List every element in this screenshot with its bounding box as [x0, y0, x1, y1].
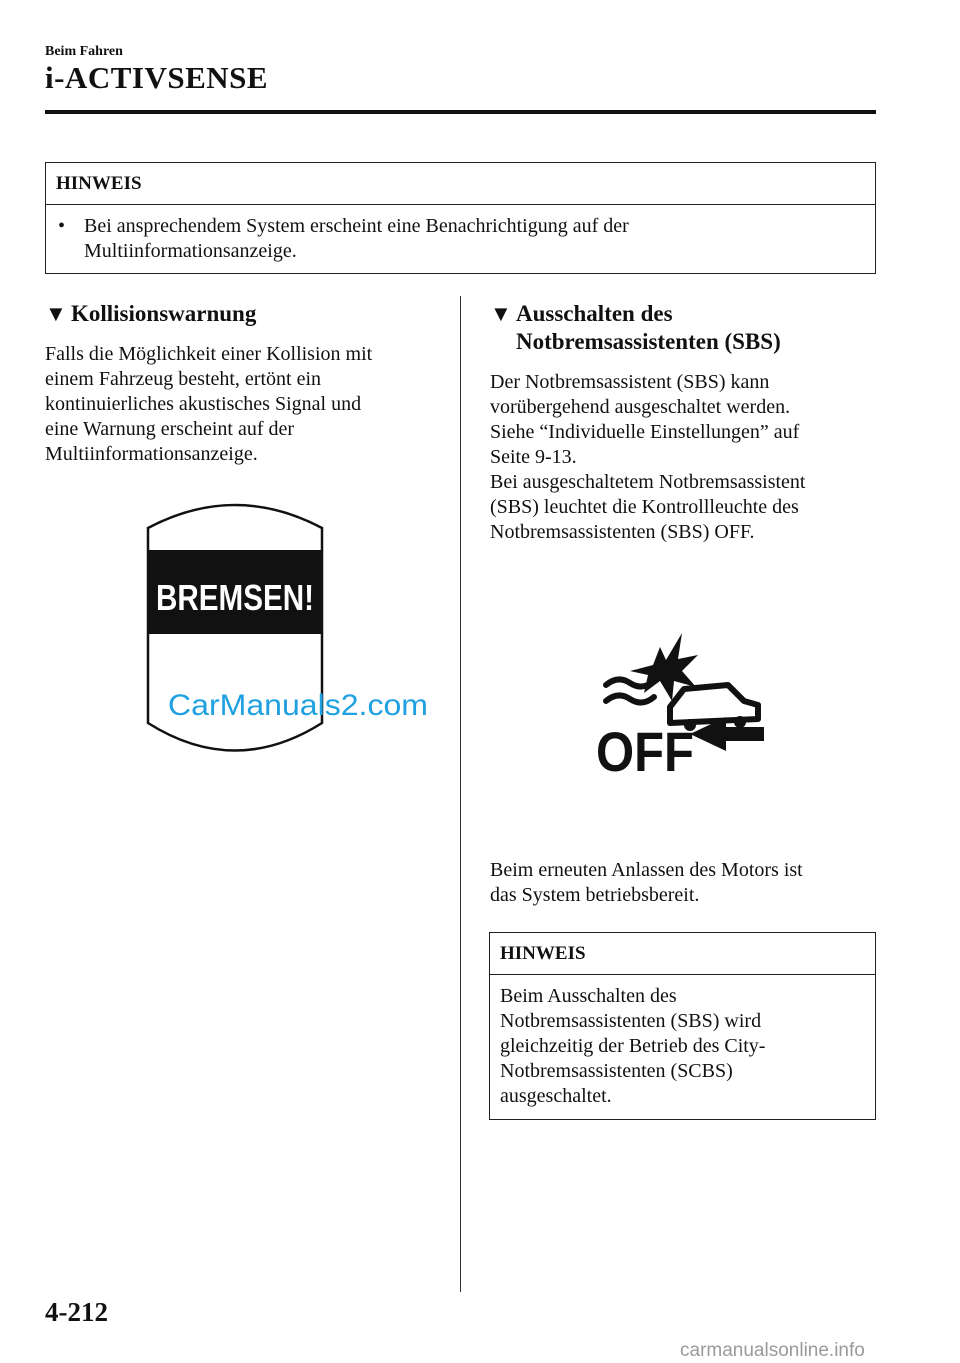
triangle-marker-icon: ▼ — [45, 301, 67, 326]
notice-text-line: Bei ansprechendem System erscheint eine Benachrichtigung auf der — [84, 215, 629, 237]
radar-waves-icon — [606, 679, 654, 702]
triangle-marker-icon: ▼ — [490, 301, 512, 326]
notice-text — [84, 214, 629, 264]
paragraph-line: Notbremsassistenten (SBS) OFF. — [490, 521, 755, 543]
paragraph-line: das System betriebsbereit. — [490, 884, 700, 906]
paragraph-line: (SBS) leuchtet die Kontrollleuchte des — [490, 496, 799, 518]
paragraph-line: Falls die Möglichkeit einer Kollision mit — [45, 343, 373, 365]
notice-bullet-item — [56, 214, 865, 264]
section-label: Beim Fahren — [45, 44, 123, 59]
heading-line: Ausschalten des — [516, 301, 673, 326]
car-wheel — [734, 716, 746, 728]
page-title: i-ACTIVSENSE — [45, 60, 269, 95]
paragraph-line: Multiinformationsanzeige. — [45, 443, 258, 465]
paragraph-line: Seite 9-13. — [490, 446, 577, 468]
section-heading-kollisionswarnung — [45, 300, 445, 328]
notice-body — [46, 205, 875, 272]
paragraph-line: Bei ausgeschaltetem Notbremsassistent — [490, 471, 806, 493]
watermark-text: CarManuals2.com — [168, 689, 428, 722]
column-divider — [460, 296, 461, 1292]
notice-line: Beim Ausschalten des — [500, 985, 677, 1007]
warning-text: BREMSEN! — [156, 577, 314, 618]
paragraph-line: Der Notbremsassistent (SBS) kann — [490, 371, 770, 393]
heading-line: Notbremsassistenten (SBS) — [516, 329, 781, 354]
paragraph-line: vorübergehend ausgeschaltet werden. — [490, 396, 791, 418]
notice-text-line: Multiinformationsanzeige. — [84, 240, 297, 262]
notice-heading: HINWEIS — [490, 933, 875, 975]
notice-line: Notbremsassistenten (SCBS) — [500, 1060, 733, 1082]
sbs-off-indicator-icon — [590, 625, 775, 780]
notice-heading: HINWEIS — [46, 163, 875, 205]
heading-text: Kollisionswarnung — [71, 301, 257, 326]
ausschalten-paragraph — [490, 370, 880, 545]
notice-box-right — [489, 932, 876, 1120]
notice-line: Notbremsassistenten (SBS) wird — [500, 1010, 762, 1032]
notice-body — [490, 975, 875, 1117]
restart-paragraph — [490, 858, 880, 908]
paragraph-line: Beim erneuten Anlassen des Motors ist — [490, 859, 803, 881]
heading-text — [516, 300, 781, 356]
paragraph-line: einem Fahrzeug besteht, ertönt ein — [45, 368, 322, 390]
car-icon — [670, 685, 758, 723]
paragraph-line: Siehe “Individuelle Einstellungen” auf — [490, 421, 800, 443]
off-label: OFF — [596, 720, 694, 780]
paragraph-line: kontinuierliches akustisches Signal und — [45, 393, 362, 415]
notice-line: ausgeschaltet. — [500, 1085, 612, 1107]
multi-information-display-illustration — [140, 488, 440, 763]
kollisionswarnung-paragraph — [45, 342, 450, 467]
notice-box-top — [45, 162, 876, 274]
section-heading-ausschalten — [490, 300, 880, 356]
title-rule — [45, 110, 876, 114]
notice-line: gleichzeitig der Betrieb des City- — [500, 1035, 766, 1057]
footer-watermark: carmanualsonline.info — [680, 1340, 865, 1361]
bullet-icon: • — [58, 215, 66, 237]
page-number: 4-212 — [45, 1297, 108, 1327]
paragraph-line: eine Warnung erscheint auf der — [45, 418, 295, 440]
